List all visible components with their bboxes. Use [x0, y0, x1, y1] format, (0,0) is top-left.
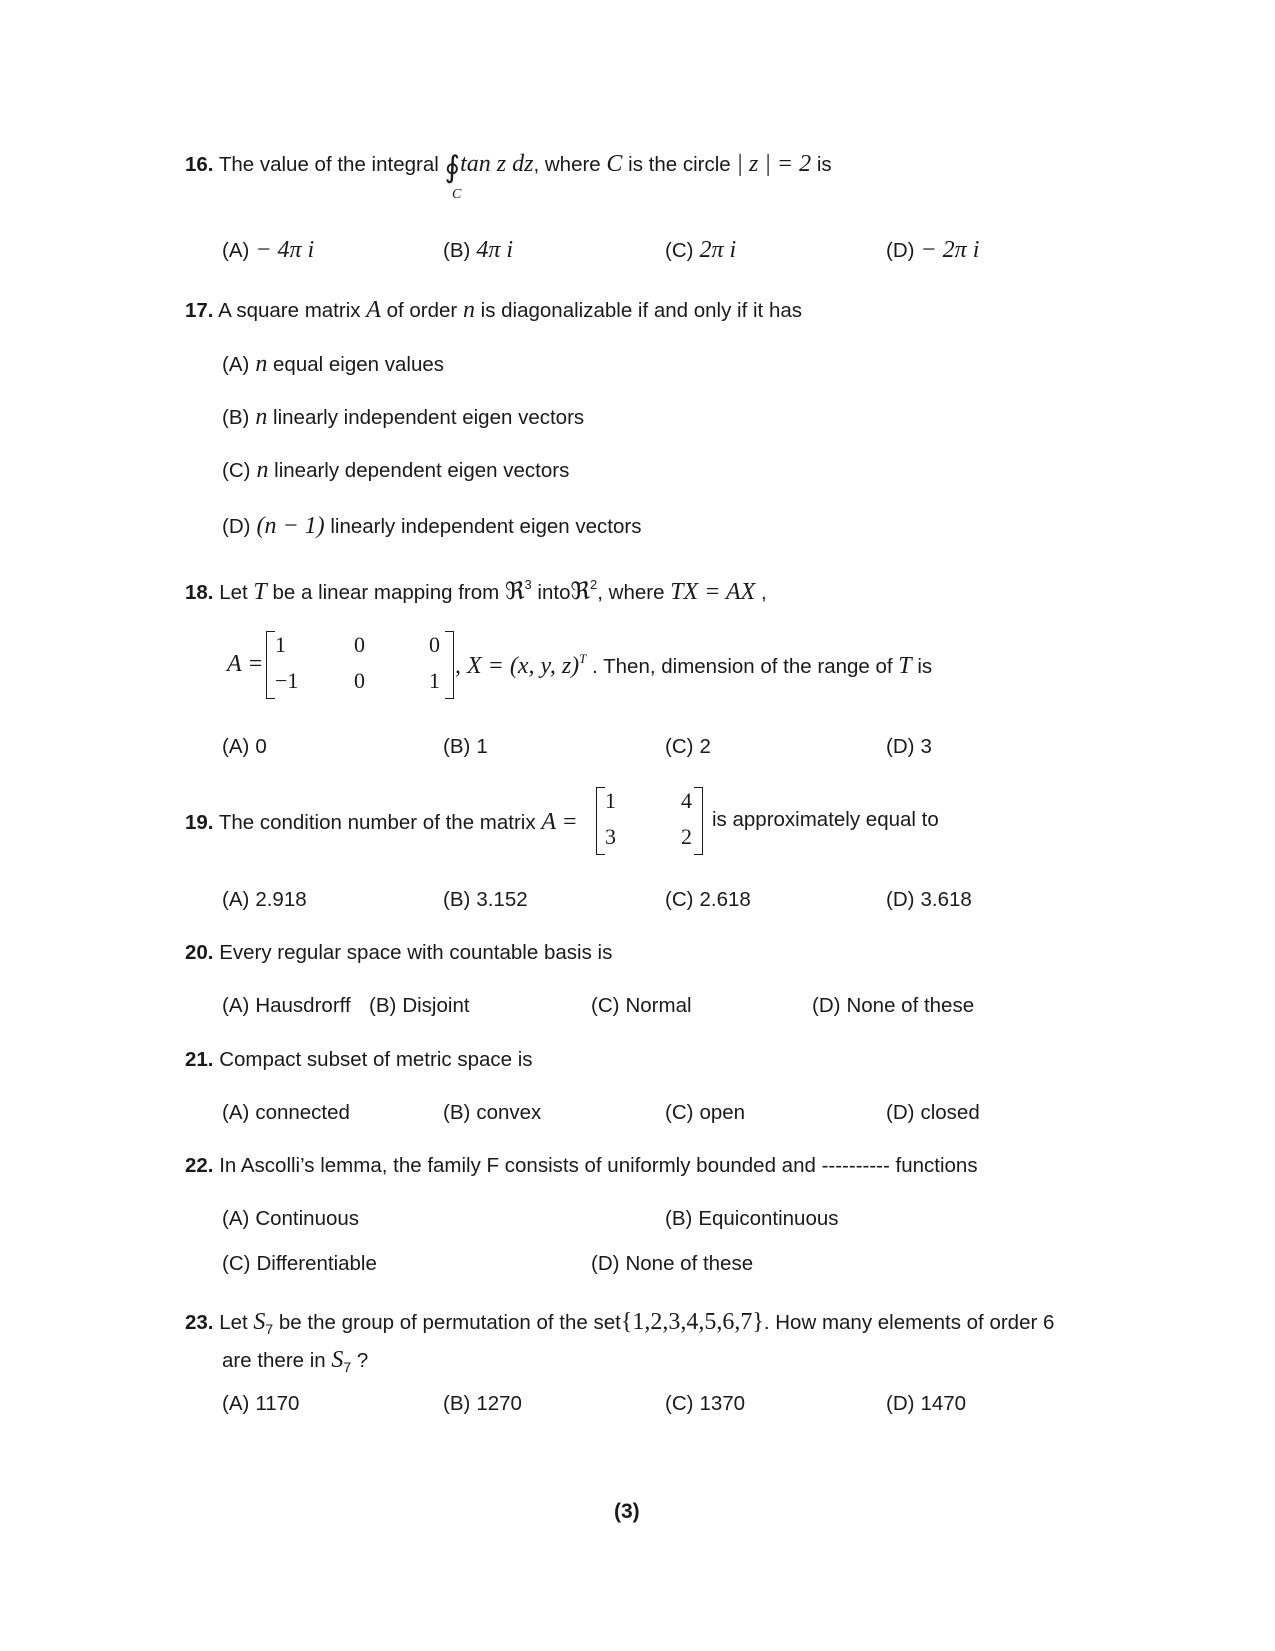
real-numbers-symbol: ℜ: [504, 579, 525, 605]
option-23c[interactable]: (C) 1370: [665, 1392, 746, 1415]
option-16d[interactable]: (D) − 2π i: [886, 237, 980, 263]
question-number: 21.: [185, 1048, 214, 1071]
question-23: 23. Let $S_7$ be the group of permutation of the set{1,2,3,4,5,6,7}. How many elements of order 6: [185, 1309, 1055, 1337]
matrix-left-bracket: [266, 631, 275, 699]
matrix-cell: 2: [681, 824, 692, 849]
option-18d[interactable]: (D) 3: [886, 735, 932, 758]
question-23-cont: are there in $S_7$ ?: [222, 1347, 369, 1375]
option-16a[interactable]: (A) − 4π i: [222, 237, 315, 263]
option-18a[interactable]: (A) 0: [222, 735, 267, 758]
question-number: 18.: [185, 581, 214, 604]
option-16b[interactable]: (B) 4π i: [443, 237, 514, 263]
option-21b[interactable]: (B) convex: [443, 1101, 542, 1124]
option-21c[interactable]: (C) open: [665, 1101, 746, 1124]
matrix-cell: 3: [605, 824, 616, 849]
contour-label: C: [452, 187, 462, 202]
option-17d[interactable]: (D) (n − 1) linearly independent eigen vectors: [222, 513, 642, 539]
page-number: (3): [614, 1500, 640, 1523]
option-19c[interactable]: (C) 2.618: [665, 888, 751, 911]
question-number: 23.: [185, 1311, 214, 1334]
question-number: 17.: [185, 299, 214, 322]
question-21: 21. Compact subset of metric space is: [185, 1048, 533, 1071]
question-17: 17. A square matrix A of order n is diagonalizable if and only if it has: [185, 297, 803, 323]
question-number: 20.: [185, 941, 214, 964]
option-17b[interactable]: (B) n linearly independent eigen vectors: [222, 404, 585, 430]
option-20b[interactable]: (B) Disjoint: [369, 994, 470, 1017]
option-23a[interactable]: (A) 1170: [222, 1392, 300, 1415]
question-number: 19.: [185, 811, 214, 834]
question-number: 22.: [185, 1154, 214, 1177]
question-22: 22. In Ascolli’s lemma, the family F consists of uniformly bounded and ---------- functions: [185, 1154, 978, 1177]
option-16c[interactable]: (C) 2π i: [665, 237, 737, 263]
real-numbers-symbol: ℜ: [570, 579, 591, 605]
matrix-cell: 1: [605, 788, 616, 813]
matrix-left-bracket: [596, 787, 605, 855]
option-18b[interactable]: (B) 1: [443, 735, 488, 758]
contour-integral-symbol: ∮: [444, 150, 461, 185]
option-22b[interactable]: (B) Equicontinuous: [665, 1207, 839, 1230]
question-16: 16. The value of the integral ∮tan z dz, where C is the circle | z | = 2 is: [185, 150, 832, 185]
option-17a[interactable]: (A) n equal eigen values: [222, 351, 444, 377]
option-23b[interactable]: (B) 1270: [443, 1392, 522, 1415]
option-19a[interactable]: (A) 2.918: [222, 888, 307, 911]
matrix-cell: 4: [681, 788, 692, 813]
question-19-cont: is approximately equal to: [712, 808, 939, 831]
matrix-a-label: A =: [227, 651, 264, 677]
option-21d[interactable]: (D) closed: [886, 1101, 980, 1124]
option-22d[interactable]: (D) None of these: [591, 1252, 754, 1275]
option-22a[interactable]: (A) Continuous: [222, 1207, 360, 1230]
matrix-right-bracket: [694, 787, 703, 855]
question-18-cont: , X = (x, y, z)$^T$ . Then, dimension of the range of T is: [455, 651, 933, 679]
question-20: 20. Every regular space with countable basis is: [185, 941, 613, 964]
option-21a[interactable]: (A) connected: [222, 1101, 350, 1124]
matrix-right-bracket: [445, 631, 454, 699]
question-number: 16.: [185, 153, 214, 176]
question-18: 18. Let T be a linear mapping from ℜ$^3$ intoℜ$^2$, where TX = AX ,: [185, 577, 767, 605]
matrix-cell: 0: [429, 632, 440, 657]
option-23d[interactable]: (D) 1470: [886, 1392, 967, 1415]
matrix-cell: 0: [354, 632, 365, 657]
matrix-cell: −1: [275, 668, 299, 693]
option-20d[interactable]: (D) None of these: [812, 994, 975, 1017]
option-17c[interactable]: (C) n linearly dependent eigen vectors: [222, 457, 570, 483]
question-19: 19. The condition number of the matrix A =: [185, 809, 578, 835]
option-19d[interactable]: (D) 3.618: [886, 888, 972, 911]
matrix-cell: 1: [429, 668, 440, 693]
option-22c[interactable]: (C) Differentiable: [222, 1252, 377, 1275]
option-19b[interactable]: (B) 3.152: [443, 888, 528, 911]
option-18c[interactable]: (C) 2: [665, 735, 711, 758]
option-20c[interactable]: (C) Normal: [591, 994, 692, 1017]
option-20a[interactable]: (A) Hausdrorff: [222, 994, 351, 1017]
matrix-cell: 1: [275, 632, 286, 657]
matrix-cell: 0: [354, 668, 365, 693]
